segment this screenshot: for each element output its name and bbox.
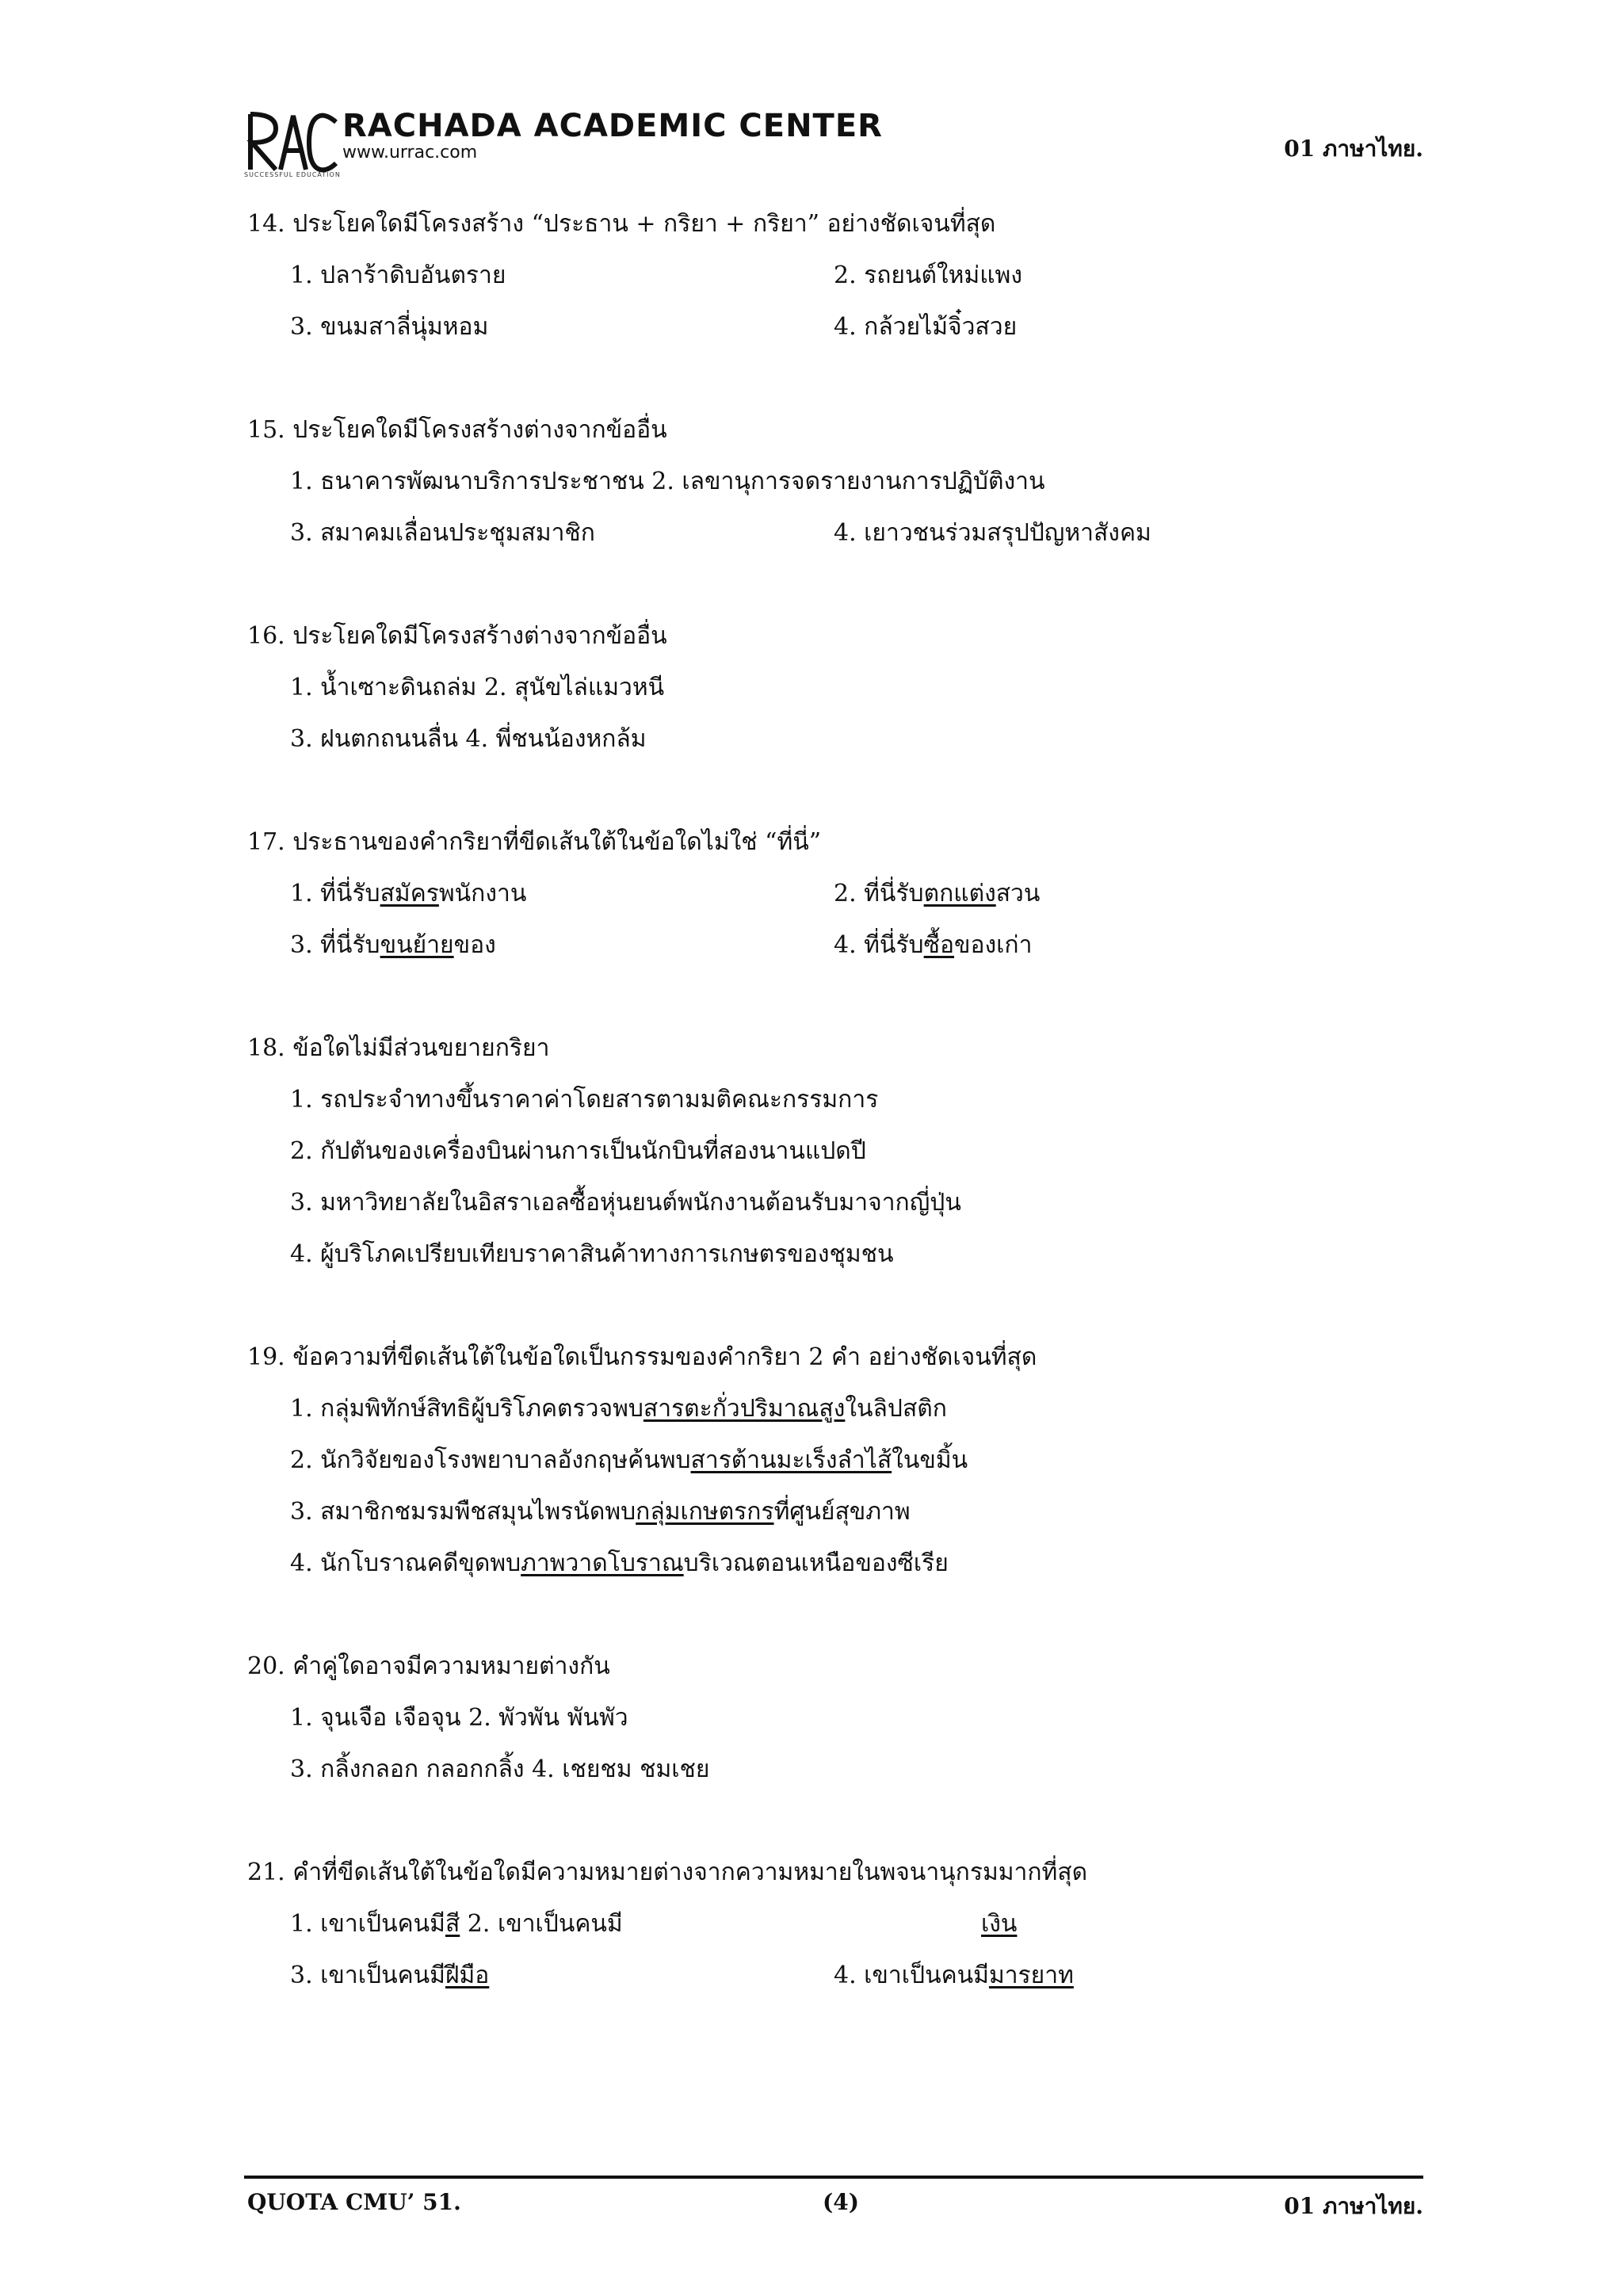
q18-option-4: 4. ผู้บริโภคเปรียบเทียบราคาสินค้าทางการเกษตรของชุมชน: [290, 1240, 894, 1268]
q15-option-4: 4. เยาวชนร่วมสรุปปัญหาสังคม: [834, 519, 1151, 547]
q21-option-3: [290, 1960, 489, 1992]
q19-option-4-text: 4. นักโบราณคดีขุดพบ: [290, 1549, 521, 1577]
footer-divider: [244, 2176, 1423, 2179]
logo-title: RACHADA ACADEMIC CENTER: [342, 108, 883, 144]
q17-option-4-text: 4. ที่นี่รับ: [834, 931, 924, 959]
q21-option-2-text: 2. เขาเป็นคนมี: [460, 1910, 623, 1938]
q19-option-3: [290, 1496, 911, 1528]
q19-option-3-text: 3. สมาชิกชมรมพืชสมุนไพรนัดพบ: [290, 1498, 636, 1526]
q14-option-1: 1. ปลาร้าดิบอันตราย: [290, 262, 506, 289]
q19-option-2: [290, 1445, 968, 1477]
q21-option-3-text: 3. เขาเป็นคนมี: [290, 1962, 445, 1989]
q18-option-1: 1. รถประจำทางขึ้นราคาค่าโดยสารตามมติคณะกรรมการ: [290, 1086, 879, 1114]
question-16-stem: 16. ประโยคใดมีโครงสร้างต่างจากข้ออื่น: [247, 622, 667, 650]
q17-option-3-underlined: ขนย้าย: [380, 931, 454, 959]
q19-option-1-underlined: สารตะกั่วปริมาณสูง: [643, 1395, 846, 1423]
q19-option-3-underlined: กลุ่มเกษตรกร: [636, 1498, 774, 1526]
q17-option-3-text: 3. ที่นี่รับ: [290, 931, 380, 959]
q20-option-3-4: 3. กลิ้งกลอก กลอกกลิ้ง 4. เชยชม ชมเชย: [290, 1755, 710, 1783]
question-14-stem: 14. ประโยคใดมีโครงสร้าง “ประธาน + กริยา + กริยา” อย่างชัดเจนที่สุด: [247, 210, 996, 238]
question-20-stem: 20. คำคู่ใดอาจมีความหมายต่างกัน: [247, 1652, 610, 1680]
q19-option-4: [290, 1548, 949, 1580]
q21-option-1-2: [290, 1908, 623, 1940]
q17-option-3: [290, 930, 496, 961]
question-21-stem: 21. คำที่ขีดเส้นใต้ในข้อใดมีความหมายต่างจากความหมายในพจนานุกรมมากที่สุด: [247, 1859, 1088, 1886]
q19-option-2-rest: ในขมิ้น: [892, 1446, 968, 1474]
q21-option-4-underlined: มารยาท: [988, 1962, 1074, 1989]
q19-option-2-underlined: สารต้านมะเร็งลำไส้: [690, 1446, 892, 1474]
q19-option-1-text: 1. กลุ่มพิทักษ์สิทธิผู้บริโภคตรวจพบ: [290, 1395, 643, 1423]
q14-option-2: 2. รถยนต์ใหม่แพง: [834, 262, 1022, 289]
q17-option-1-text: 1. ที่นี่รับ: [290, 880, 380, 907]
q19-option-3-rest: ที่ศูนย์สุขภาพ: [773, 1498, 911, 1526]
q15-option-1-2: 1. ธนาคารพัฒนาบริการประชาชน 2. เลขานุการจดรายงานการปฏิบัติงาน: [290, 468, 1045, 495]
question-15-stem: 15. ประโยคใดมีโครงสร้างต่างจากข้ออื่น: [247, 416, 667, 444]
q14-option-4: 4. กล้วยไม้จิ๋วสวย: [834, 313, 1018, 341]
footer-page-number: (4): [823, 2189, 859, 2215]
q17-option-2-text: 2. ที่นี่รับ: [834, 880, 924, 907]
q21-option-4: [834, 1960, 1074, 1992]
q20-option-1-2: 1. จุนเจือ เจือจุน 2. พัวพัน พันพัว: [290, 1704, 628, 1732]
q21-option-4-text: 4. เขาเป็นคนมี: [834, 1962, 989, 1989]
q19-option-4-underlined: ภาพวาดโบราณ: [521, 1549, 684, 1577]
rac-logo: [244, 108, 883, 181]
q19-option-1-rest: ในลิปสติก: [845, 1395, 947, 1423]
q17-option-1: [290, 878, 526, 910]
q17-option-4-rest: ของเก่า: [954, 931, 1033, 959]
question-18-stem: 18. ข้อใดไม่มีส่วนขยายกริยา: [247, 1034, 550, 1062]
q17-option-1-rest: พนักงาน: [438, 880, 527, 907]
logo-tagline: SUCCESSFUL EDUCATION: [244, 171, 341, 178]
q17-option-2: [834, 878, 1040, 910]
q17-option-2-rest: สวน: [995, 880, 1041, 907]
q21-option-1-text: 1. เขาเป็นคนมี: [290, 1910, 445, 1938]
q17-option-4: [834, 930, 1032, 961]
q21-option-1-underlined: สี: [445, 1910, 460, 1938]
q17-option-2-underlined: ตกแต่ง: [923, 880, 996, 907]
q19-option-4-rest: บริเวณตอนเหนือของซีเรีย: [683, 1549, 949, 1577]
q17-option-4-underlined: ซื้อ: [923, 931, 954, 959]
q19-option-2-text: 2. นักวิจัยของโรงพยาบาลอังกฤษค้นพบ: [290, 1446, 691, 1474]
question-17-stem: 17. ประธานของคำกริยาที่ขีดเส้นใต้ในข้อใดไม่ใช่ “ที่นี่”: [247, 828, 822, 856]
q16-option-3-4: 3. ฝนตกถนนลื่น 4. พี่ชนน้องหกล้ม: [290, 725, 647, 753]
q21-option-3-underlined: ฝีมือ: [445, 1962, 490, 1989]
footer-subject-label: 01 ภาษาไทย.: [1284, 2193, 1423, 2219]
logo-url: www.urrac.com: [342, 143, 478, 162]
q16-option-1-2: 1. น้ำเซาะดินถล่ม 2. สุนัขไล่แมวหนี: [290, 674, 665, 701]
q19-option-1: [290, 1393, 947, 1425]
q17-option-1-underlined: สมัคร: [380, 880, 439, 907]
q21-option-2-underlined-word: [981, 1908, 1017, 1940]
header-subject-label: 01 ภาษาไทย.: [1284, 136, 1423, 162]
q18-option-2: 2. กัปตันของเครื่องบินผ่านการเป็นนักบินที่สองนานแปดปี: [290, 1137, 866, 1165]
q18-option-3: 3. มหาวิทยาลัยในอิสราเอลซื้อหุ่นยนต์พนักงานต้อนรับมาจากญี่ปุ่น: [290, 1189, 961, 1217]
q21-option-2-underlined: เงิน: [981, 1910, 1018, 1938]
rac-logo-mark-icon: [244, 111, 339, 173]
q14-option-3: 3. ขนมสาลี่นุ่มหอม: [290, 313, 489, 341]
q17-option-3-rest: ของ: [453, 931, 496, 959]
q15-option-3: 3. สมาคมเลื่อนประชุมสมาชิก: [290, 519, 595, 547]
question-19-stem: 19. ข้อความที่ขีดเส้นใต้ในข้อใดเป็นกรรมของคำกริยา 2 คำ อย่างชัดเจนที่สุด: [247, 1343, 1037, 1371]
footer-exam-name: QUOTA CMU’ 51.: [247, 2189, 461, 2215]
